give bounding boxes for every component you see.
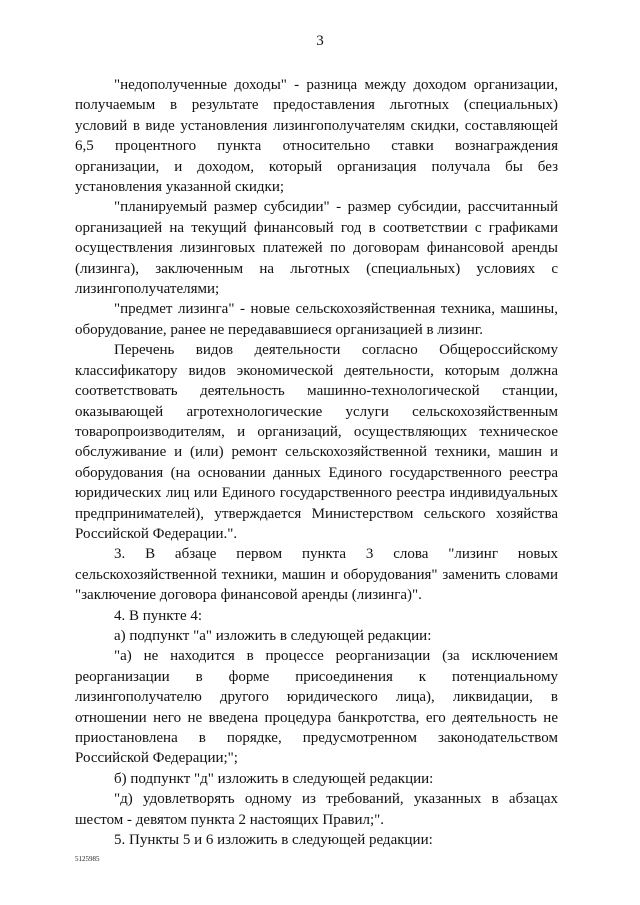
paragraph-subitem-a-text: "а) не находится в процессе реорганизации (за исключением реорганизации в форме присоединения к потенциальному лизингополучателю другого юридического лица), ликвидации, в отношении него не введена процедура банкротства, его деятельность не приостановлена в порядке, предусмотренном законодательством Российской Федерации;"; (75, 648, 558, 767)
document-body (75, 75, 558, 850)
footer-code: 5125985 (75, 855, 100, 863)
paragraph-perechen-vidov: Перечень видов деятельности согласно Общероссийскому классификатору видов экономической деятельности, которым должна соответствовать деятельность машинно-технологической станции, оказывающей агротехнологические услуги сельскохозяйственным товаропроизводителям, и организаций, осуществляющих техническое обслуживание и (или) ремонт сельскохозяйственной техники, машин и оборудования (на основании данных Единого государственного реестра юридических лиц или Единого государственного реестра индивидуальных предпринимателей), утверждается Министерством сельского хозяйства Российской Федерации.". (75, 342, 558, 542)
paragraph-subitem-b-intro: б) подпункт "д" изложить в следующей редакции: (114, 770, 434, 787)
page-number: 3 (316, 33, 324, 49)
paragraph-item-5: 5. Пункты 5 и 6 изложить в следующей редакции: (114, 832, 433, 849)
paragraph-item-4: 4. В пункте 4: (114, 607, 203, 624)
paragraph-subitem-a-intro: а) подпункт "а" изложить в следующей редакции: (114, 627, 432, 644)
paragraph-planiruemyi-razmer-subsidii: "планируемый размер субсидии" - размер субсидии, рассчитанный организацией на текущий финансовый год в соответствии с графиками осуществления лизинговых платежей по договорам финансовой аренды (лизинга), заключенным на льготных (специальных) условиях с лизингополучателями; (75, 199, 558, 298)
paragraph-item-3: 3. В абзаце первом пункта 3 слова "лизинг новых сельскохозяйственной техники, машин и оборудования" заменить словами "заключение договора финансовой аренды (лизинга)". (75, 546, 558, 604)
paragraph-nedopoluchennye-dokhody: "недополученные доходы" - разница между доходом организации, получаемым в результате предоставления льготных (специальных) условий в виде установления лизингополучателям скидки, составляющей 6,5 процентного пункта относительно ставки вознаграждения организации, и доходом, который организация получала бы без установления указанной скидки; (75, 77, 558, 196)
paragraph-predmet-lizinga: "предмет лизинга" - новые сельскохозяйственная техника, машины, оборудование, ранее не передававшиеся организацией в лизинг. (75, 301, 558, 338)
paragraph-subitem-d-text: "д) удовлетворять одному из требований, указанных в абзацах шестом - девятом пункта 2 настоящих Правил;". (75, 791, 558, 828)
